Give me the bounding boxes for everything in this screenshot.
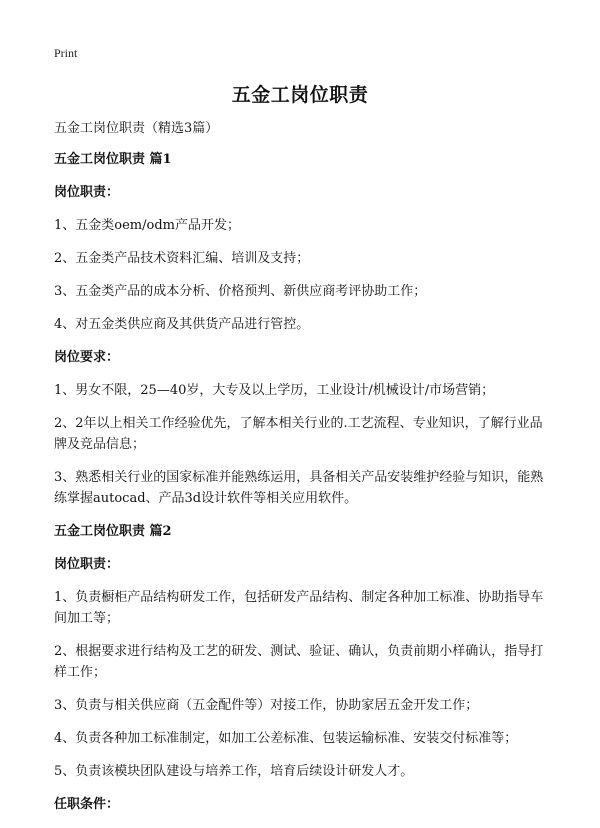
list-item: 1、五金类oem/odm产品开发； <box>54 218 240 233</box>
list-item: 1、负责橱柜产品结构研发工作，包括研发产品结构、制定各种加工标准、协助指导车间加工等； <box>54 590 544 626</box>
document-body <box>54 118 554 827</box>
list-item: 3、负责与相关供应商（五金配件等）对接工作，协助家居五金开发工作； <box>54 698 479 713</box>
list-item: 4、对五金类供应商及其供货产品进行管控。 <box>54 317 310 332</box>
list-item: 2、2年以上相关工作经验优先，了解本相关行业的.工艺流程、专业知识，了解行业品牌及竞品信息； <box>54 416 543 452</box>
duties-heading: 岗位职责： <box>54 185 120 200</box>
requirements-heading: 岗位要求： <box>54 350 120 365</box>
duties-heading: 岗位职责： <box>54 557 120 572</box>
print-label: Print <box>54 46 78 60</box>
list-item: 3、五金类产品的成本分析、价格预判、新供应商考评协助工作； <box>54 284 427 299</box>
section-heading: 五金工岗位职责 篇1 <box>54 152 172 167</box>
document-subtitle: 五金工岗位职责（精选3篇） <box>54 121 219 136</box>
list-item: 3、熟悉相关行业的国家标准并能熟练运用，具备相关产品安装维护经验与知识，能熟练掌握autocad、产品3d设计软件等相关应用软件。 <box>54 470 544 506</box>
requirements-heading: 任职条件： <box>54 797 120 812</box>
list-item: 1、男女不限，25—40岁，大专及以上学历，工业设计/机械设计/市场营销； <box>54 383 495 398</box>
list-item: 2、五金类产品技术资料汇编、培训及支持； <box>54 251 310 266</box>
list-item: 4、负责各种加工标准制定，如加工公差标准、包装运输标准、安装交付标准等； <box>54 731 518 746</box>
list-item: 5、负责该模块团队建设与培养工作，培育后续设计研发人才。 <box>54 764 414 779</box>
list-item: 2、根据要求进行结构及工艺的研发、测试、验证、确认，负责前期小样确认，指导打样工作； <box>54 644 544 680</box>
page-title: 五金工岗位职责 <box>231 84 369 106</box>
section-heading: 五金工岗位职责 篇2 <box>54 524 172 539</box>
